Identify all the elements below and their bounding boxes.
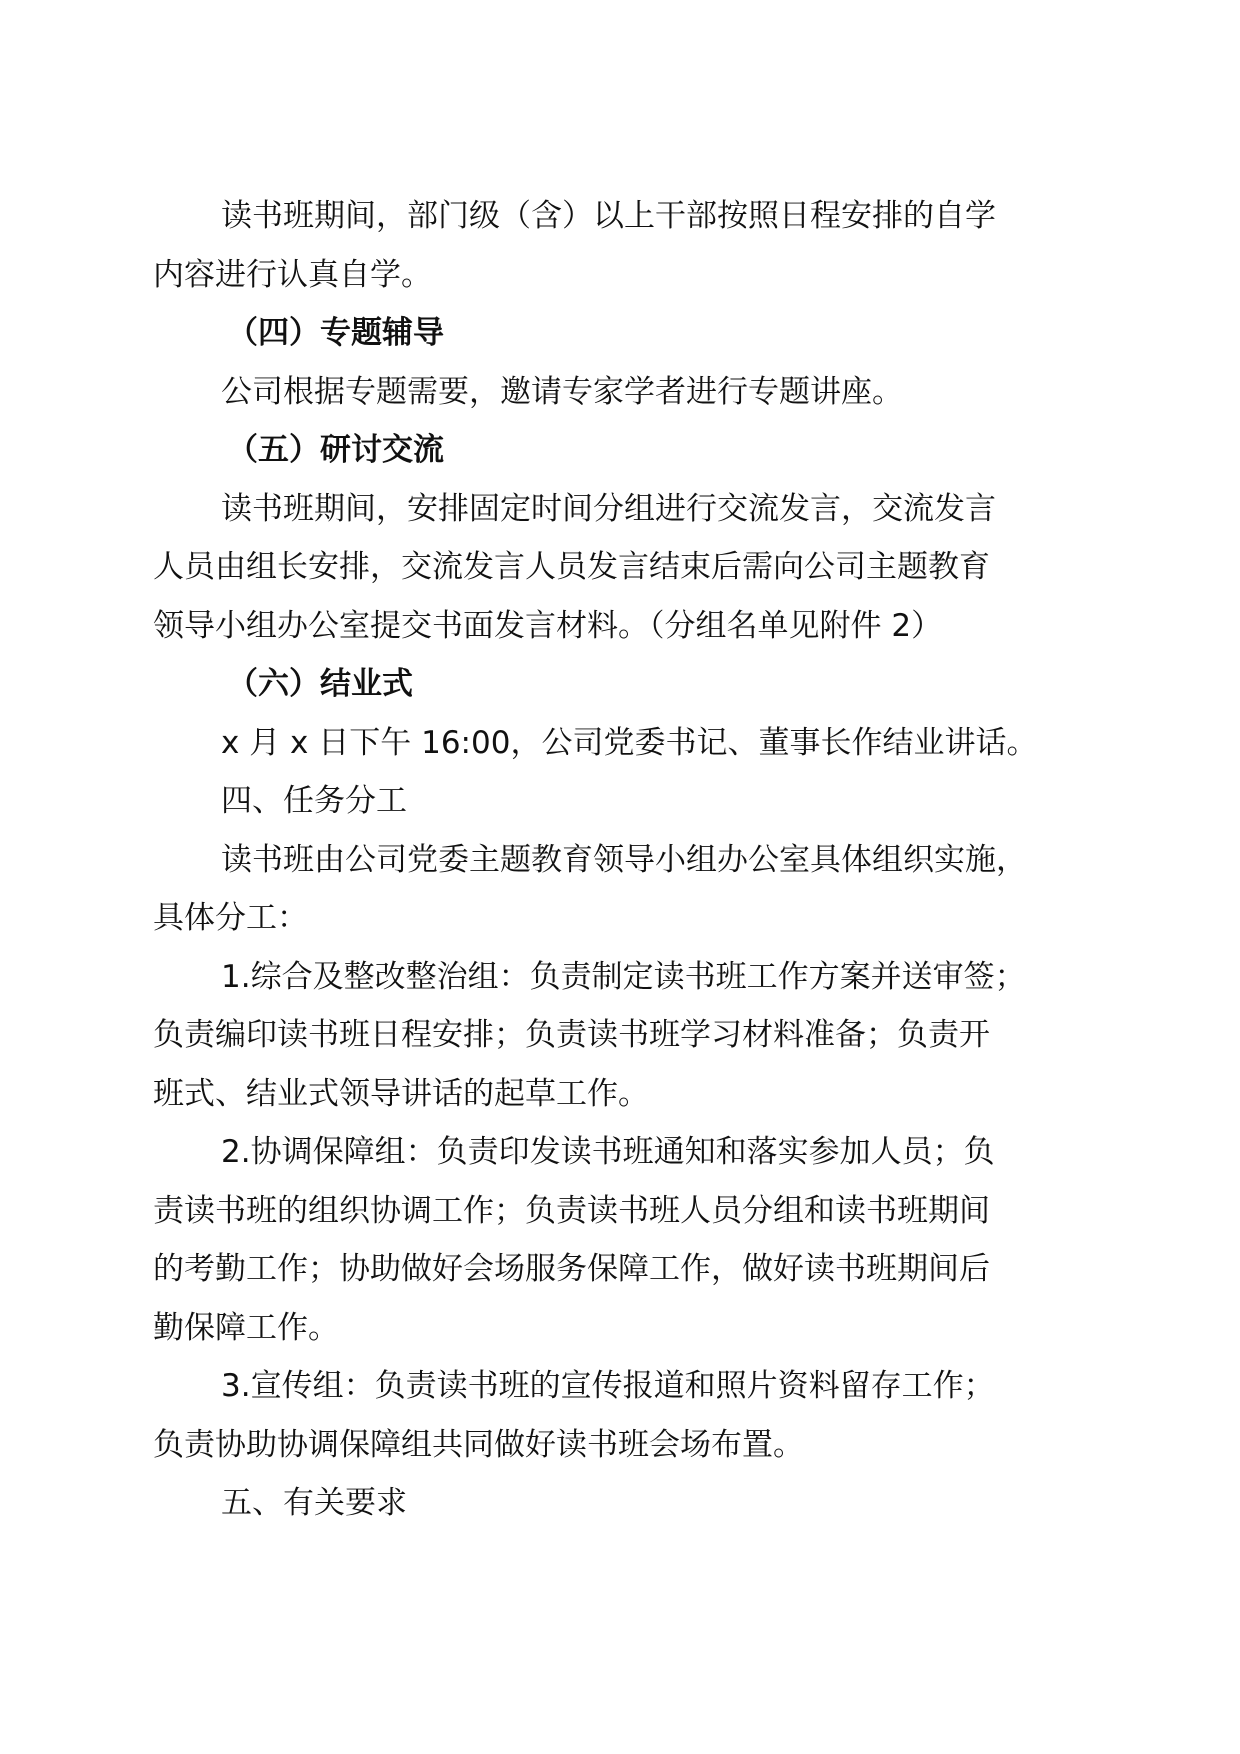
paragraph-self-study	[153, 187, 1093, 304]
document-body	[153, 187, 1093, 1533]
paragraph-line: 3.宣传组：负责读书班的宣传报道和照片资料留存工作；	[221, 1368, 995, 1404]
paragraph-line: 2.协调保障组：负责印发读书班通知和落实参加人员；负	[221, 1134, 995, 1170]
paragraph-line: 读书班由公司党委主题教育领导小组办公室具体组织实施，	[221, 841, 1027, 878]
paragraph-line: 领导小组办公室提交书面发言材料。（分组名单见附件 2）	[153, 607, 943, 644]
section-title-division-of-tasks	[153, 772, 1093, 831]
heading-special-guidance: （四）专题辅导	[227, 315, 444, 351]
paragraph-line: x 月 x 日下午 16:00，公司党委书记、董事长作结业讲话。	[221, 724, 1038, 761]
paragraph-line: 1.综合及整改整治组：负责制定读书班工作方案并送审签；	[221, 958, 1026, 995]
paragraph-line: 责读书班的组织协调工作；负责读书班人员分组和读书班期间	[153, 1192, 990, 1229]
paragraph-line: 人员由组长安排，交流发言人员发言结束后需向公司主题教育	[153, 549, 990, 585]
paragraph-line: 读书班期间，安排固定时间分组进行交流发言，交流发言	[221, 490, 996, 527]
paragraph-lectures	[153, 363, 1093, 422]
paragraph-line: 具体分工：	[153, 900, 308, 936]
paragraph-organization	[153, 831, 1093, 948]
list-item-comprehensive-group	[153, 948, 1093, 1124]
paragraph-line: 的考勤工作；协助做好会场服务保障工作，做好读书班期间后	[153, 1251, 990, 1287]
section-title: 四、任务分工	[221, 783, 407, 819]
paragraph-line: 读书班期间，部门级（含）以上干部按照日程安排的自学	[221, 198, 996, 234]
heading-discussion: （五）研讨交流	[227, 432, 444, 468]
section-title: 五、有关要求	[221, 1485, 407, 1521]
heading-closing-ceremony: （六）结业式	[227, 666, 413, 702]
paragraph-line: 负责协助协调保障组共同做好读书班会场布置。	[153, 1426, 804, 1463]
paragraph-line: 负责编印读书班日程安排；负责读书班学习材料准备；负责开	[153, 1017, 990, 1053]
paragraph-line: 班式、结业式领导讲话的起草工作。	[153, 1075, 649, 1112]
paragraph-closing	[153, 714, 1093, 773]
list-item-publicity-group	[153, 1357, 1093, 1474]
section-title-requirements	[153, 1474, 1093, 1533]
paragraph-line: 内容进行认真自学。	[153, 256, 432, 293]
paragraph-line: 公司根据专题需要，邀请专家学者进行专题讲座。	[221, 373, 903, 410]
list-item-coordination-group	[153, 1123, 1093, 1357]
paragraph-discussion	[153, 480, 1093, 656]
paragraph-line: 勤保障工作。	[153, 1309, 339, 1346]
